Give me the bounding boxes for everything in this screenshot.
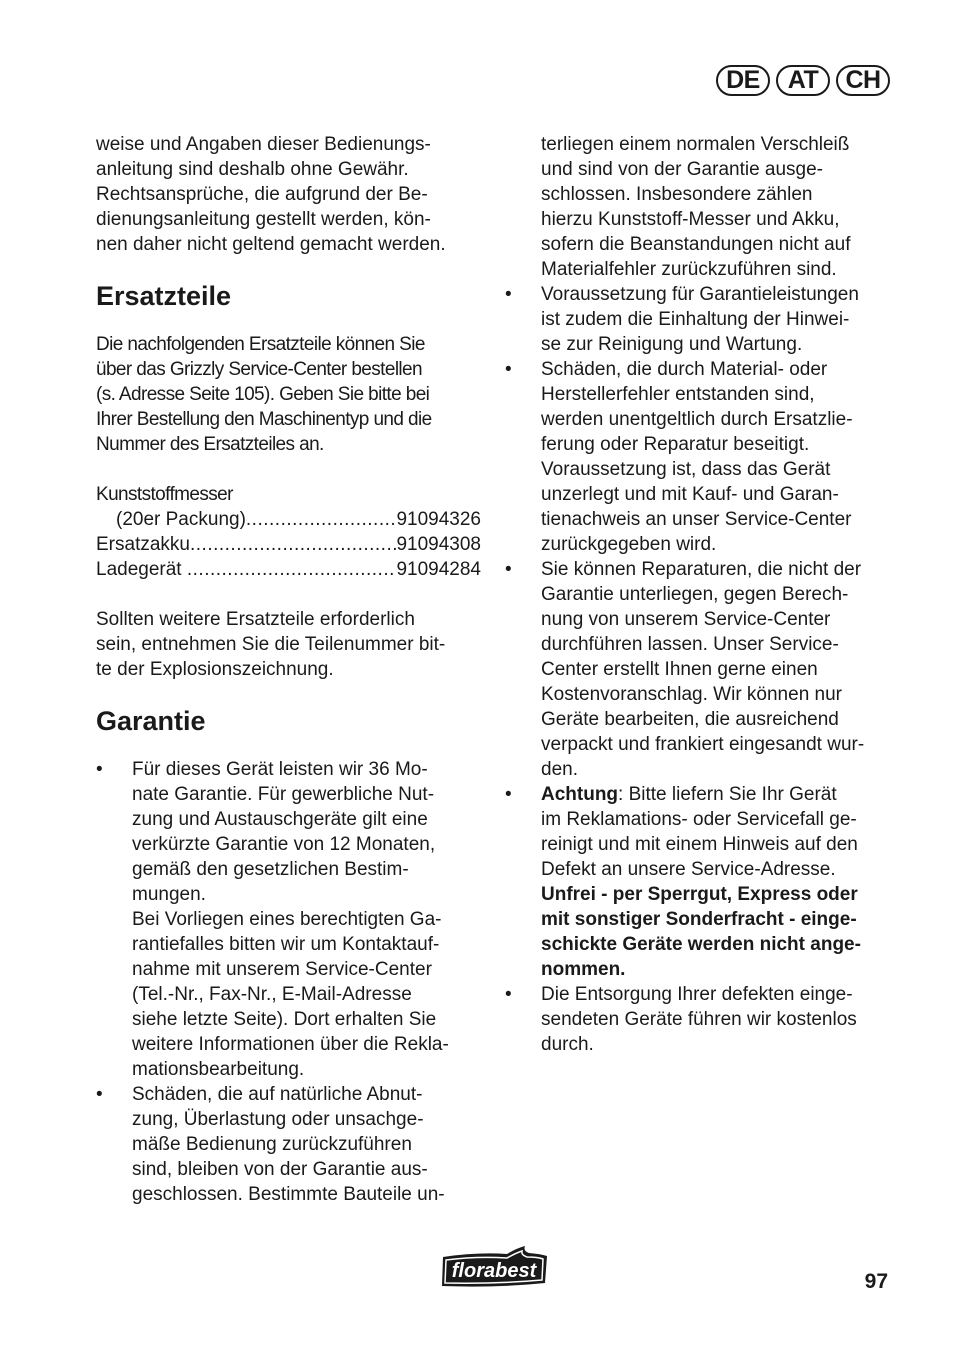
more-parts-paragraph: Sollten weitere Ersatzteile erforderlich sein, entnehmen Sie die Teilenummer bit- te der Explosionszeichnung. (96, 609, 446, 680)
page-number: 97 (864, 1270, 888, 1293)
list-item (96, 757, 481, 1082)
leader-dots (187, 557, 397, 582)
list-item-text: Voraussetzung für Garantieleistungen ist zudem die Einhaltung der Hinwei- se zur Reinigung und Wartung. (541, 284, 859, 355)
intro-paragraph: weise und Angaben dieser Bedienungs- anleitung sind deshalb ohne Gewähr. Rechtsansprüche, die aufgrund der Be- dienungsanleitung gestellt werden, kön- nen daher nicht geltend gemacht werden. (96, 134, 446, 255)
list-item (96, 1082, 481, 1207)
logo-text: florabest (451, 1260, 537, 1282)
parts-title: Kunststoffmesser (96, 484, 233, 505)
part-number: 91094284 (396, 559, 481, 580)
achtung-bold-text: Unfrei - per Sperrgut, Express oder mit sonstiger Sonderfracht - einge- schickte Geräte werden nicht ange- nommen. (541, 884, 861, 980)
part-label: Ersatzakku (96, 534, 190, 555)
achtung-label: Achtung (541, 784, 619, 805)
bullet-icon: • (505, 284, 512, 305)
right-column (505, 132, 895, 1057)
list-item-text: Schäden, die durch Material- oder Herstellerfehler entstanden sind, werden unentgeltlich durch Ersatzlie- ferung oder Reparatur beseitigt. Voraussetzung ist, dass das Gerät unzerlegt und mit Kauf- und Garan- tienachweis an unser Service-Center zurückgegeben wird. (541, 359, 853, 555)
language-badge-at: AT (776, 65, 830, 96)
part-label: Ladegerät (96, 559, 187, 580)
language-badge-de: DE (716, 65, 770, 96)
garantie-heading: Garantie (96, 706, 206, 736)
list-item (505, 557, 895, 782)
bullet-icon: • (96, 759, 103, 780)
bullet-icon: • (505, 984, 512, 1005)
achtung-text: : Bitte liefern Sie Ihr Gerät im Reklamations- oder Servicefall ge- reinigt und mit einem Hinweis auf den Defekt an unsere Service-Adresse. (541, 784, 858, 880)
bullet-icon: • (505, 784, 512, 805)
bullet-icon: • (505, 359, 512, 380)
ersatzteile-heading: Ersatzteile (96, 281, 232, 311)
leader-dots (246, 507, 397, 532)
list-item-text: Schäden, die auf natürliche Abnut- zung, Überlastung oder unsachge- mäße Bedienung zurückzuführen sind, bleiben von der Garantie aus- geschlossen. Bestimmte Bauteile un- (132, 1084, 445, 1205)
bullet-icon: • (96, 1084, 103, 1105)
continuation-paragraph: terliegen einem normalen Verschleiß und sind von der Garantie ausge- schlossen. Insbesondere zählen hierzu Kunststoff-Messer und Akku, sofern die Beanstandungen nicht auf Materialfehler zurückzuführen sind. (541, 134, 851, 280)
language-badge-ch: CH (836, 65, 890, 96)
ersatzteile-paragraph: Die nachfolgenden Ersatzteile können Sie über das Grizzly Service-Center bestellen (s. Adresse Seite 105). Geben Sie bitte bei Ihrer Bestellung den Maschinentyp und die Nummer des Ersatzteiles an. (96, 334, 432, 455)
list-item-text: Sie können Reparaturen, die nicht der Garantie unterliegen, gegen Berech- nung von unserem Service-Center durchführen lassen. Unser Service- Center erstellt Ihnen gerne einen Kostenvoranschlag. Wir können nur Geräte bearbeiten, die ausreichend verpackt und frankiert eingesandt wur- den. (541, 559, 865, 780)
leader-dots (190, 532, 396, 557)
garantie-list-right (505, 282, 895, 1057)
left-column (96, 132, 481, 1207)
part-label: (20er Packung) (116, 509, 246, 530)
part-number: 91094326 (396, 509, 481, 530)
garantie-list-left (96, 757, 481, 1207)
parts-list (96, 482, 481, 582)
florabest-logo (437, 1245, 551, 1289)
language-badges (716, 65, 890, 96)
parts-row (96, 507, 481, 532)
part-number: 91094308 (396, 534, 481, 555)
list-item (505, 982, 895, 1057)
list-item (505, 782, 895, 982)
list-item-text: Die Entsorgung Ihrer defekten einge- sendeten Geräte führen wir kostenlos durch. (541, 984, 857, 1055)
parts-row (96, 532, 481, 557)
bullet-icon: • (505, 559, 512, 580)
list-item-text: Für dieses Gerät leisten wir 36 Mo- nate Garantie. Für gewerbliche Nut- zung und Austauschgeräte gilt eine verkürzte Garantie von 12 Monaten, gemäß den gesetzlichen Bestim- mungen. Bei Vorliegen eines berechtigten Ga- rantiefalles bitten wir um Kontaktauf- nahme mit unserem Service-Center (Tel.-Nr., Fax-Nr., E-Mail-Adresse siehe letzte Seite). Dort erhalten Sie weitere Informationen über die Rekla- mationsbearbeitung. (132, 759, 449, 1080)
parts-row (96, 557, 481, 582)
list-item (505, 357, 895, 557)
list-item (505, 282, 895, 357)
